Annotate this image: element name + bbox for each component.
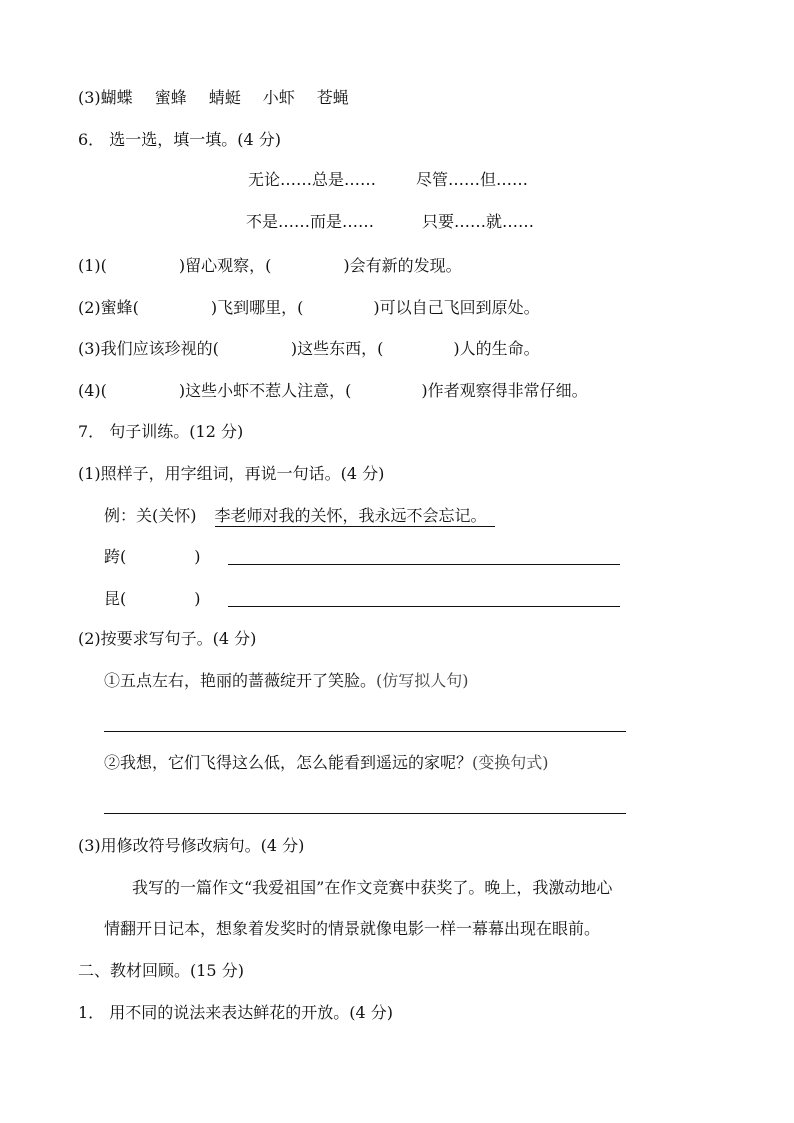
fill-sentence-4: (4)( )这些小虾不惹人注意，( )作者观察得非常仔细。 xyxy=(78,381,588,400)
paragraph-line: 情翻开日记本，想象着发奖时的情景就像电影一样一幕幕出现在眼前。 xyxy=(104,919,601,938)
item-number: (3) xyxy=(78,88,101,107)
word: 蜻蜓 xyxy=(208,88,241,107)
section-2-title: 二、教材回顾。(15 分) xyxy=(78,961,244,980)
word-list-item-3 xyxy=(78,88,349,108)
question-7-title: 7． 句子训练。(12 分) xyxy=(78,422,244,441)
word: 蜜蜂 xyxy=(154,88,187,107)
word: 蝴蝶 xyxy=(100,88,133,107)
option: 尽管……但…… xyxy=(416,170,529,189)
q7-sub1-title: (1)照样子，用字组词，再说一句话。(4 分) xyxy=(78,464,385,483)
fill-sentence-3: (3)我们应该珍视的( )这些东西，( )人的生命。 xyxy=(78,339,540,358)
answer-line[interactable] xyxy=(228,606,620,607)
word: 苍蝇 xyxy=(316,88,349,107)
word-row-kua: 跨( ) xyxy=(104,547,201,566)
example-row xyxy=(104,506,495,527)
question-6-title: 6． 选一选，填一填。(4 分) xyxy=(78,130,282,149)
word-row-kun: 昆( ) xyxy=(104,589,201,608)
answer-line[interactable] xyxy=(228,564,620,565)
answer-line[interactable] xyxy=(104,813,626,814)
q7-sub3-title: (3)用修改符号修改病句。(4 分) xyxy=(78,836,305,855)
q7-sub2-title: (2)按要求写句子。(4 分) xyxy=(78,629,257,648)
sentence-task-2: ②我想，它们飞得这么低，怎么能看到遥远的家呢？(变换句式) xyxy=(104,753,549,772)
paragraph-line: 我写的一篇作文“我爱祖国”在作文竞赛中获奖了。晚上，我激动地心 xyxy=(132,878,613,897)
fill-sentence-1: (1)( )留心观察，( )会有新的发现。 xyxy=(78,256,462,275)
example-sentence: 李老师对我的关怀，我永远不会忘记。 xyxy=(215,506,495,527)
word: 小虾 xyxy=(262,88,295,107)
option: 只要……就…… xyxy=(422,212,535,231)
option: 不是……而是…… xyxy=(246,212,375,231)
example-label: 例：关(关怀) xyxy=(104,506,197,525)
sentence-task-1: ①五点左右，艳丽的蔷薇绽开了笑脸。(仿写拟人句) xyxy=(104,671,469,690)
section-2-question-1: 1． 用不同的说法来表达鲜花的开放。(4 分) xyxy=(78,1003,394,1022)
option: 无论……总是…… xyxy=(248,170,377,189)
answer-line[interactable] xyxy=(104,731,626,732)
fill-sentence-2: (2)蜜蜂( )飞到哪里，( )可以自己飞回到原处。 xyxy=(78,298,540,317)
